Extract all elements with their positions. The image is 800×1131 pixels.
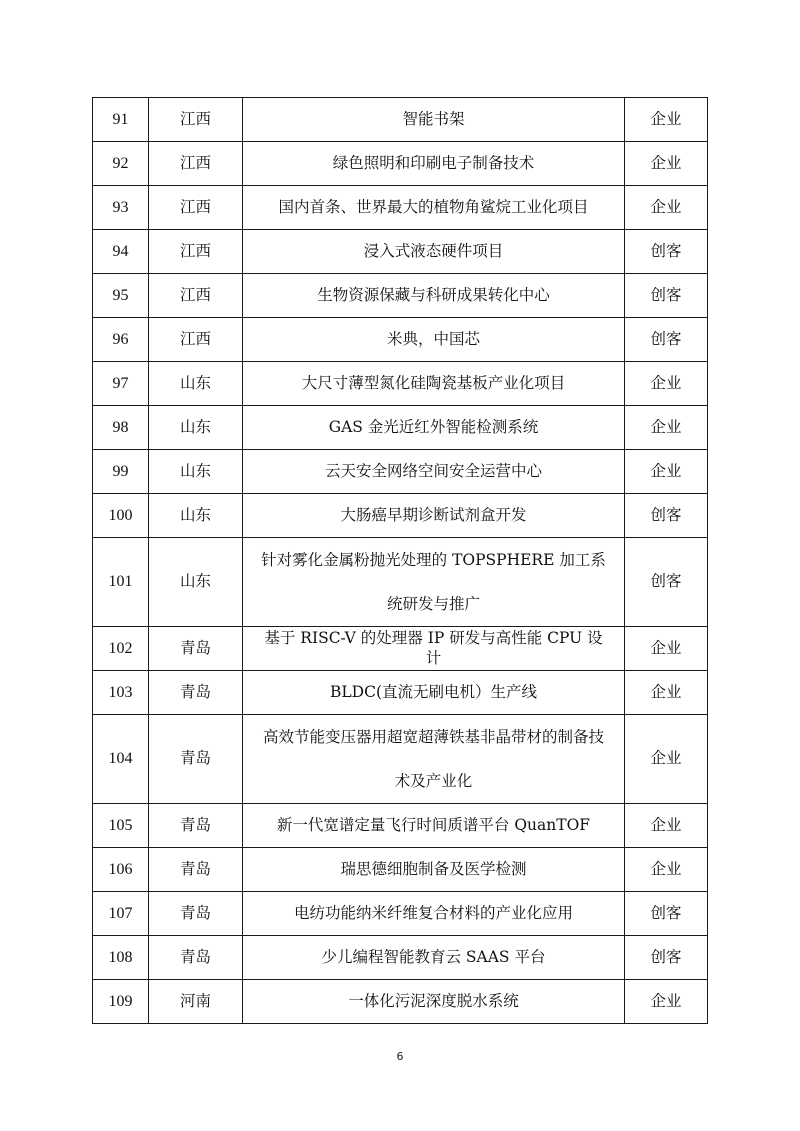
row-region: 青岛 [149, 892, 243, 936]
table-row [93, 671, 708, 715]
row-type: 企业 [625, 980, 708, 1024]
row-project-name: 少儿编程智能教育云 SAAS 平台 [243, 936, 625, 980]
row-type: 企业 [625, 627, 708, 671]
table-row [93, 804, 708, 848]
row-number: 104 [93, 715, 149, 804]
table-row [93, 494, 708, 538]
row-type: 企业 [625, 362, 708, 406]
table-row [93, 936, 708, 980]
table-row [93, 318, 708, 362]
row-region: 山东 [149, 362, 243, 406]
row-number: 107 [93, 892, 149, 936]
row-number: 105 [93, 804, 149, 848]
row-type: 创客 [625, 318, 708, 362]
row-type: 企业 [625, 186, 708, 230]
row-project-name: 针对雾化金属粉抛光处理的 TOPSPHERE 加工系统研发与推广 [243, 538, 625, 627]
row-project-name: BLDC(直流无刷电机）生产线 [243, 671, 625, 715]
row-type: 创客 [625, 274, 708, 318]
row-type: 企业 [625, 804, 708, 848]
table-row [93, 186, 708, 230]
row-type: 创客 [625, 538, 708, 627]
row-number: 109 [93, 980, 149, 1024]
table-row [93, 848, 708, 892]
row-type: 企业 [625, 715, 708, 804]
row-number: 101 [93, 538, 149, 627]
row-project-name: 一体化污泥深度脱水系统 [243, 980, 625, 1024]
row-type: 创客 [625, 892, 708, 936]
row-type: 企业 [625, 671, 708, 715]
row-project-name: 电纺功能纳米纤维复合材料的产业化应用 [243, 892, 625, 936]
row-number: 91 [93, 98, 149, 142]
row-region: 山东 [149, 406, 243, 450]
table-row [93, 142, 708, 186]
row-region: 河南 [149, 980, 243, 1024]
table-row [93, 715, 708, 804]
row-region: 青岛 [149, 671, 243, 715]
row-number: 108 [93, 936, 149, 980]
row-number: 95 [93, 274, 149, 318]
row-project-name: GAS 金光近红外智能检测系统 [243, 406, 625, 450]
row-project-name: 新一代宽谱定量飞行时间质谱平台 QuanTOF [243, 804, 625, 848]
row-type: 企业 [625, 98, 708, 142]
table-row [93, 627, 708, 671]
row-type: 企业 [625, 450, 708, 494]
row-number: 102 [93, 627, 149, 671]
row-type: 企业 [625, 406, 708, 450]
row-type: 企业 [625, 848, 708, 892]
row-number: 96 [93, 318, 149, 362]
row-region: 山东 [149, 494, 243, 538]
row-region: 青岛 [149, 936, 243, 980]
project-table [92, 97, 708, 1024]
row-type: 创客 [625, 230, 708, 274]
table-row [93, 406, 708, 450]
row-region: 青岛 [149, 715, 243, 804]
table-row [93, 274, 708, 318]
table-row [93, 362, 708, 406]
row-region: 山东 [149, 450, 243, 494]
row-region: 山东 [149, 538, 243, 627]
row-project-name: 浸入式液态硬件项目 [243, 230, 625, 274]
row-region: 江西 [149, 274, 243, 318]
row-region: 江西 [149, 318, 243, 362]
row-project-name: 智能书架 [243, 98, 625, 142]
row-number: 99 [93, 450, 149, 494]
row-number: 92 [93, 142, 149, 186]
table-row [93, 450, 708, 494]
row-region: 青岛 [149, 804, 243, 848]
table-row [93, 98, 708, 142]
row-number: 100 [93, 494, 149, 538]
row-number: 97 [93, 362, 149, 406]
table-row [93, 538, 708, 627]
row-region: 江西 [149, 230, 243, 274]
row-project-name: 大肠癌早期诊断试剂盒开发 [243, 494, 625, 538]
row-region: 青岛 [149, 848, 243, 892]
row-project-name: 基于 RISC-V 的处理器 IP 研发与高性能 CPU 设计 [243, 627, 625, 671]
project-table-body [93, 98, 708, 1024]
row-project-name: 绿色照明和印刷电子制备技术 [243, 142, 625, 186]
table-row [93, 230, 708, 274]
row-project-name: 国内首条、世界最大的植物角鲨烷工业化项目 [243, 186, 625, 230]
row-project-name: 米典，中国芯 [243, 318, 625, 362]
row-region: 青岛 [149, 627, 243, 671]
row-type: 创客 [625, 494, 708, 538]
row-project-name: 生物资源保藏与科研成果转化中心 [243, 274, 625, 318]
row-number: 98 [93, 406, 149, 450]
row-region: 江西 [149, 186, 243, 230]
row-number: 94 [93, 230, 149, 274]
table-row [93, 980, 708, 1024]
row-type: 企业 [625, 142, 708, 186]
row-number: 106 [93, 848, 149, 892]
row-type: 创客 [625, 936, 708, 980]
row-project-name: 高效节能变压器用超宽超薄铁基非晶带材的制备技术及产业化 [243, 715, 625, 804]
row-project-name: 大尺寸薄型氮化硅陶瓷基板产业化项目 [243, 362, 625, 406]
row-project-name: 云天安全网络空间安全运营中心 [243, 450, 625, 494]
row-region: 江西 [149, 142, 243, 186]
page-number: 6 [396, 1050, 404, 1063]
row-number: 93 [93, 186, 149, 230]
table-row [93, 892, 708, 936]
row-project-name: 瑞思德细胞制备及医学检测 [243, 848, 625, 892]
row-region: 江西 [149, 98, 243, 142]
row-number: 103 [93, 671, 149, 715]
